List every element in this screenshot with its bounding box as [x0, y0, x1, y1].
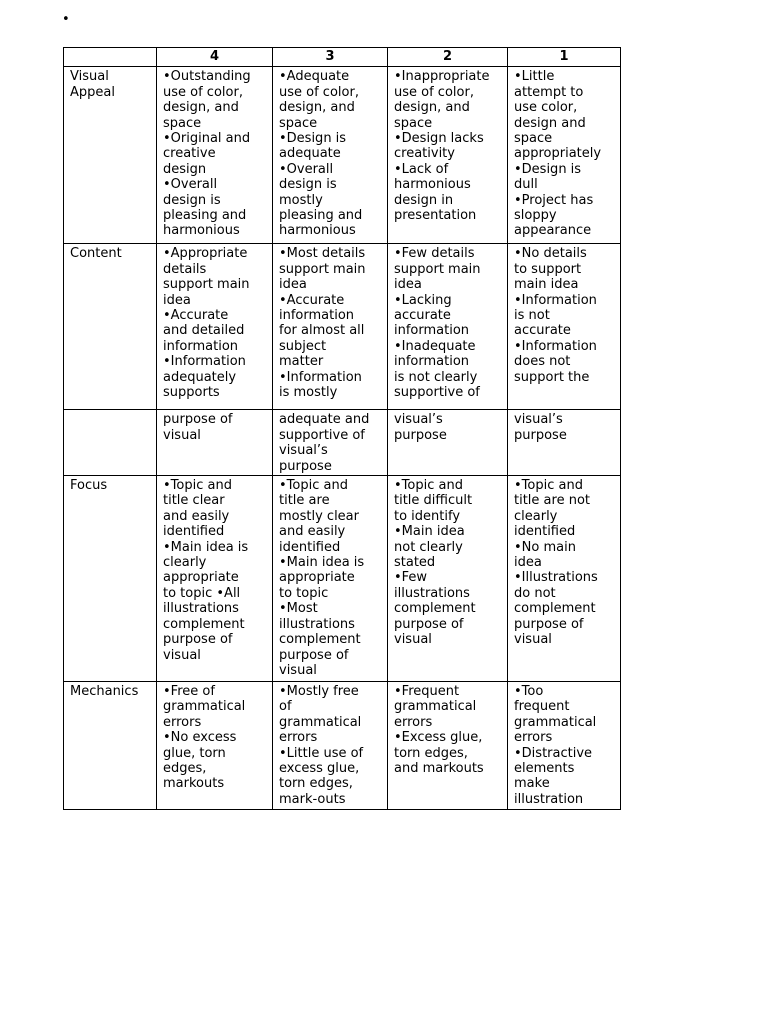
- descriptor-line: complement: [394, 601, 476, 617]
- descriptor-cell-score-2: [388, 244, 508, 410]
- descriptor-line: •Accurate: [163, 308, 229, 324]
- descriptor-line: do not: [514, 585, 556, 601]
- descriptor-line: appropriate: [279, 570, 355, 586]
- descriptor-line: idea: [514, 555, 542, 571]
- descriptor-line: •Information: [163, 354, 246, 370]
- descriptor-line: •Original and: [163, 131, 251, 147]
- stray-bullet: •: [62, 12, 70, 27]
- descriptor-line: adequately: [163, 369, 237, 385]
- descriptor-line: •Inadequate: [394, 338, 476, 354]
- descriptor-line: use of color,: [394, 84, 474, 100]
- descriptor-line: complement: [514, 601, 596, 617]
- descriptor-line: complement: [279, 632, 361, 648]
- header-cell-score-3: 3: [273, 48, 388, 67]
- descriptor-line: •Most details: [279, 246, 366, 262]
- descriptor-cell-score-4: [157, 410, 273, 476]
- descriptor-line: main idea: [514, 277, 579, 293]
- descriptor-line: •Distractive: [514, 745, 593, 761]
- rubric-body: [64, 67, 621, 810]
- descriptor-line: purpose of: [394, 616, 464, 632]
- descriptor-line: pleasing and: [163, 208, 247, 224]
- descriptor-line: stated: [394, 555, 436, 571]
- descriptor-line: information: [163, 338, 239, 354]
- descriptor-cell-score-2: [388, 682, 508, 810]
- descriptor-line: sloppy: [514, 208, 557, 224]
- descriptor-cell-score-2: [388, 476, 508, 682]
- descriptor-line: design, and: [163, 100, 239, 116]
- descriptor-cell-score-3: [273, 410, 388, 476]
- descriptor-line: visual: [394, 632, 432, 648]
- descriptor-line: mostly: [279, 192, 323, 208]
- descriptor-line: purpose of: [163, 632, 233, 648]
- descriptor-line: creative: [163, 146, 216, 162]
- descriptor-line: torn edges,: [279, 776, 353, 792]
- descriptor-line: pleasing and: [279, 208, 363, 224]
- descriptor-line: markouts: [163, 776, 225, 792]
- descriptor-line: •Too: [514, 684, 544, 700]
- descriptor-line: •Mostly free: [279, 684, 359, 700]
- descriptor-line: title are not: [514, 493, 590, 509]
- descriptor-line: •Most: [279, 601, 318, 617]
- criteria-label: [64, 410, 157, 476]
- descriptor-line: and markouts: [394, 761, 484, 777]
- descriptor-line: •No main: [514, 539, 576, 555]
- descriptor-line: information: [394, 354, 470, 370]
- descriptor-line: title difficult: [394, 493, 473, 509]
- descriptor-line: does not: [514, 354, 571, 370]
- row-content-continued: [64, 410, 621, 476]
- descriptor-line: grammatical: [163, 699, 246, 715]
- descriptor-line: visual: [163, 427, 201, 443]
- descriptor-line: grammatical: [514, 714, 597, 730]
- descriptor-line: errors: [279, 730, 318, 746]
- descriptor-line: supports: [163, 385, 220, 401]
- descriptor-line: purpose: [514, 427, 567, 443]
- descriptor-line: adequate and: [279, 412, 370, 428]
- descriptor-line: •Little use of: [279, 745, 364, 761]
- descriptor-line: space: [514, 131, 553, 147]
- descriptor-line: •No details: [514, 246, 587, 262]
- descriptor-line: illustrations: [279, 616, 355, 632]
- descriptor-line: space: [279, 115, 318, 131]
- descriptor-line: •Outstanding: [163, 69, 251, 85]
- descriptor-line: is mostly: [279, 385, 338, 401]
- descriptor-line: design: [163, 161, 207, 177]
- header-cell-score-1: 1: [508, 48, 621, 67]
- descriptor-cell-score-3: [273, 476, 388, 682]
- descriptor-line: errors: [163, 714, 202, 730]
- header-cell-score-2: 2: [388, 48, 508, 67]
- criteria-label: [64, 476, 157, 682]
- descriptor-line: harmonious: [394, 177, 471, 193]
- descriptor-line: torn edges,: [394, 745, 468, 761]
- row-mechanics: [64, 682, 621, 810]
- descriptor-line: appearance: [514, 223, 592, 239]
- descriptor-line: creativity: [394, 146, 455, 162]
- descriptor-line: visual’s: [514, 412, 563, 428]
- row-content: [64, 244, 621, 410]
- descriptor-line: to identify: [394, 508, 461, 524]
- descriptor-line: title clear: [163, 493, 225, 509]
- descriptor-line: frequent: [514, 699, 570, 715]
- descriptor-line: •Information: [279, 369, 362, 385]
- descriptor-line: •Information: [514, 338, 597, 354]
- descriptor-line: support the: [514, 369, 590, 385]
- descriptor-line: complement: [163, 616, 245, 632]
- descriptor-line: identified: [163, 524, 225, 540]
- header-cell-score-4: 4: [157, 48, 273, 67]
- descriptor-line: appropriate: [163, 570, 239, 586]
- descriptor-cell-score-1: [508, 244, 621, 410]
- descriptor-line: matter: [279, 354, 324, 370]
- descriptor-line: edges,: [163, 761, 207, 777]
- row-visual-appeal: [64, 67, 621, 244]
- descriptor-line: mostly clear: [279, 508, 359, 524]
- criteria-label-line: Appeal: [70, 84, 115, 100]
- descriptor-cell-score-3: [273, 67, 388, 244]
- descriptor-line: use color,: [514, 100, 578, 116]
- descriptor-line: information: [279, 308, 355, 324]
- descriptor-line: •Accurate: [279, 292, 345, 308]
- descriptor-cell-score-1: [508, 682, 621, 810]
- descriptor-line: harmonious: [163, 223, 240, 239]
- descriptor-line: •Free of: [163, 684, 215, 700]
- descriptor-cell-score-3: [273, 244, 388, 410]
- descriptor-line: and easily: [279, 524, 346, 540]
- criteria-label-line: Visual: [70, 69, 109, 85]
- descriptor-line: of: [279, 699, 292, 715]
- descriptor-line: •Overall: [279, 161, 334, 177]
- descriptor-line: use of color,: [163, 84, 243, 100]
- descriptor-line: appropriately: [514, 146, 602, 162]
- descriptor-cell-score-4: [157, 244, 273, 410]
- criteria-label-line: Focus: [70, 478, 108, 494]
- descriptor-line: purpose of: [279, 647, 349, 663]
- descriptor-line: identified: [279, 539, 341, 555]
- descriptor-line: and easily: [163, 508, 230, 524]
- descriptor-line: is not: [514, 308, 550, 324]
- descriptor-cell-score-4: [157, 67, 273, 244]
- descriptor-cell-score-3: [273, 682, 388, 810]
- descriptor-line: supportive of: [279, 427, 365, 443]
- criteria-label: [64, 244, 157, 410]
- descriptor-line: supportive of: [394, 385, 480, 401]
- criteria-label: [64, 682, 157, 810]
- descriptor-line: title are: [279, 493, 330, 509]
- descriptor-line: •Frequent: [394, 684, 460, 700]
- descriptor-line: details: [163, 261, 207, 277]
- descriptor-line: accurate: [514, 323, 571, 339]
- descriptor-cell-score-2: [388, 410, 508, 476]
- descriptor-line: dull: [514, 177, 538, 193]
- row-focus: [64, 476, 621, 682]
- descriptor-line: •Information: [514, 292, 597, 308]
- descriptor-line: adequate: [279, 146, 341, 162]
- descriptor-line: to support: [514, 261, 582, 277]
- header-row: [64, 48, 621, 67]
- descriptor-line: use of color,: [279, 84, 359, 100]
- descriptor-cell-score-1: [508, 67, 621, 244]
- descriptor-line: •Topic and: [279, 478, 348, 494]
- descriptor-line: purpose: [279, 458, 332, 474]
- descriptor-line: •Main idea is: [279, 555, 365, 571]
- descriptor-line: harmonious: [279, 223, 356, 239]
- descriptor-line: visual’s: [394, 412, 443, 428]
- descriptor-line: •Main idea: [394, 524, 465, 540]
- descriptor-line: •Project has: [514, 192, 594, 208]
- descriptor-line: design and: [514, 115, 586, 131]
- descriptor-line: visual: [163, 647, 201, 663]
- descriptor-line: illustration: [514, 791, 584, 807]
- descriptor-line: presentation: [394, 208, 477, 224]
- descriptor-line: mark-outs: [279, 791, 346, 807]
- criteria-label-line: Mechanics: [70, 684, 139, 700]
- descriptor-line: subject: [279, 338, 327, 354]
- descriptor-line: illustrations: [163, 601, 239, 617]
- descriptor-line: to topic •All: [163, 585, 241, 601]
- descriptor-line: excess glue,: [279, 761, 360, 777]
- criteria-label-line: Content: [70, 246, 122, 262]
- descriptor-cell-score-4: [157, 476, 273, 682]
- descriptor-line: purpose of: [163, 412, 233, 428]
- descriptor-line: clearly: [514, 508, 558, 524]
- descriptor-line: •Overall: [163, 177, 218, 193]
- descriptor-line: •Appropriate: [163, 246, 248, 262]
- descriptor-line: clearly: [163, 555, 207, 571]
- descriptor-line: •Few: [394, 570, 428, 586]
- descriptor-line: •Topic and: [163, 478, 232, 494]
- rubric-table: [63, 47, 621, 810]
- descriptor-line: is not clearly: [394, 369, 478, 385]
- descriptor-line: space: [163, 115, 202, 131]
- descriptor-line: •Design is: [514, 161, 582, 177]
- descriptor-line: •Lacking: [394, 292, 452, 308]
- descriptor-line: •Few details: [394, 246, 475, 262]
- descriptor-line: idea: [279, 277, 307, 293]
- descriptor-line: visual: [514, 632, 552, 648]
- descriptor-line: purpose: [394, 427, 447, 443]
- descriptor-line: grammatical: [279, 714, 362, 730]
- criteria-label: [64, 67, 157, 244]
- descriptor-line: space: [394, 115, 433, 131]
- descriptor-line: design in: [394, 192, 454, 208]
- descriptor-line: not clearly: [394, 539, 463, 555]
- descriptor-line: illustrations: [394, 585, 470, 601]
- descriptor-cell-score-4: [157, 682, 273, 810]
- descriptor-line: •Design lacks: [394, 131, 484, 147]
- descriptor-line: design is: [279, 177, 337, 193]
- descriptor-cell-score-2: [388, 67, 508, 244]
- descriptor-line: •Little: [514, 69, 555, 85]
- descriptor-line: to topic: [279, 585, 329, 601]
- descriptor-line: information: [394, 323, 470, 339]
- descriptor-line: visual’s: [279, 443, 328, 459]
- descriptor-line: make: [514, 776, 550, 792]
- descriptor-line: design is: [163, 192, 221, 208]
- descriptor-line: grammatical: [394, 699, 477, 715]
- descriptor-line: •Excess glue,: [394, 730, 483, 746]
- descriptor-line: purpose of: [514, 616, 584, 632]
- descriptor-line: for almost all: [279, 323, 365, 339]
- descriptor-line: •Design is: [279, 131, 347, 147]
- descriptor-cell-score-1: [508, 410, 621, 476]
- descriptor-line: support main: [279, 261, 366, 277]
- descriptor-line: •No excess: [163, 730, 237, 746]
- descriptor-line: support main: [394, 261, 481, 277]
- descriptor-line: identified: [514, 524, 576, 540]
- descriptor-line: support main: [163, 277, 250, 293]
- descriptor-line: errors: [394, 714, 433, 730]
- descriptor-line: idea: [394, 277, 422, 293]
- descriptor-line: •Main idea is: [163, 539, 249, 555]
- descriptor-line: •Topic and: [394, 478, 463, 494]
- header-cell-criteria: [64, 48, 157, 67]
- descriptor-line: idea: [163, 292, 191, 308]
- descriptor-line: errors: [514, 730, 553, 746]
- descriptor-line: elements: [514, 761, 575, 777]
- descriptor-line: •Lack of: [394, 161, 449, 177]
- descriptor-line: •Topic and: [514, 478, 583, 494]
- descriptor-line: •Illustrations: [514, 570, 598, 586]
- descriptor-line: accurate: [394, 308, 451, 324]
- descriptor-cell-score-1: [508, 476, 621, 682]
- descriptor-line: design, and: [279, 100, 355, 116]
- descriptor-line: design, and: [394, 100, 470, 116]
- descriptor-line: visual: [279, 662, 317, 678]
- descriptor-line: glue, torn: [163, 745, 226, 761]
- descriptor-line: attempt to: [514, 84, 584, 100]
- descriptor-line: and detailed: [163, 323, 245, 339]
- descriptor-line: •Adequate: [279, 69, 350, 85]
- descriptor-line: •Inappropriate: [394, 69, 490, 85]
